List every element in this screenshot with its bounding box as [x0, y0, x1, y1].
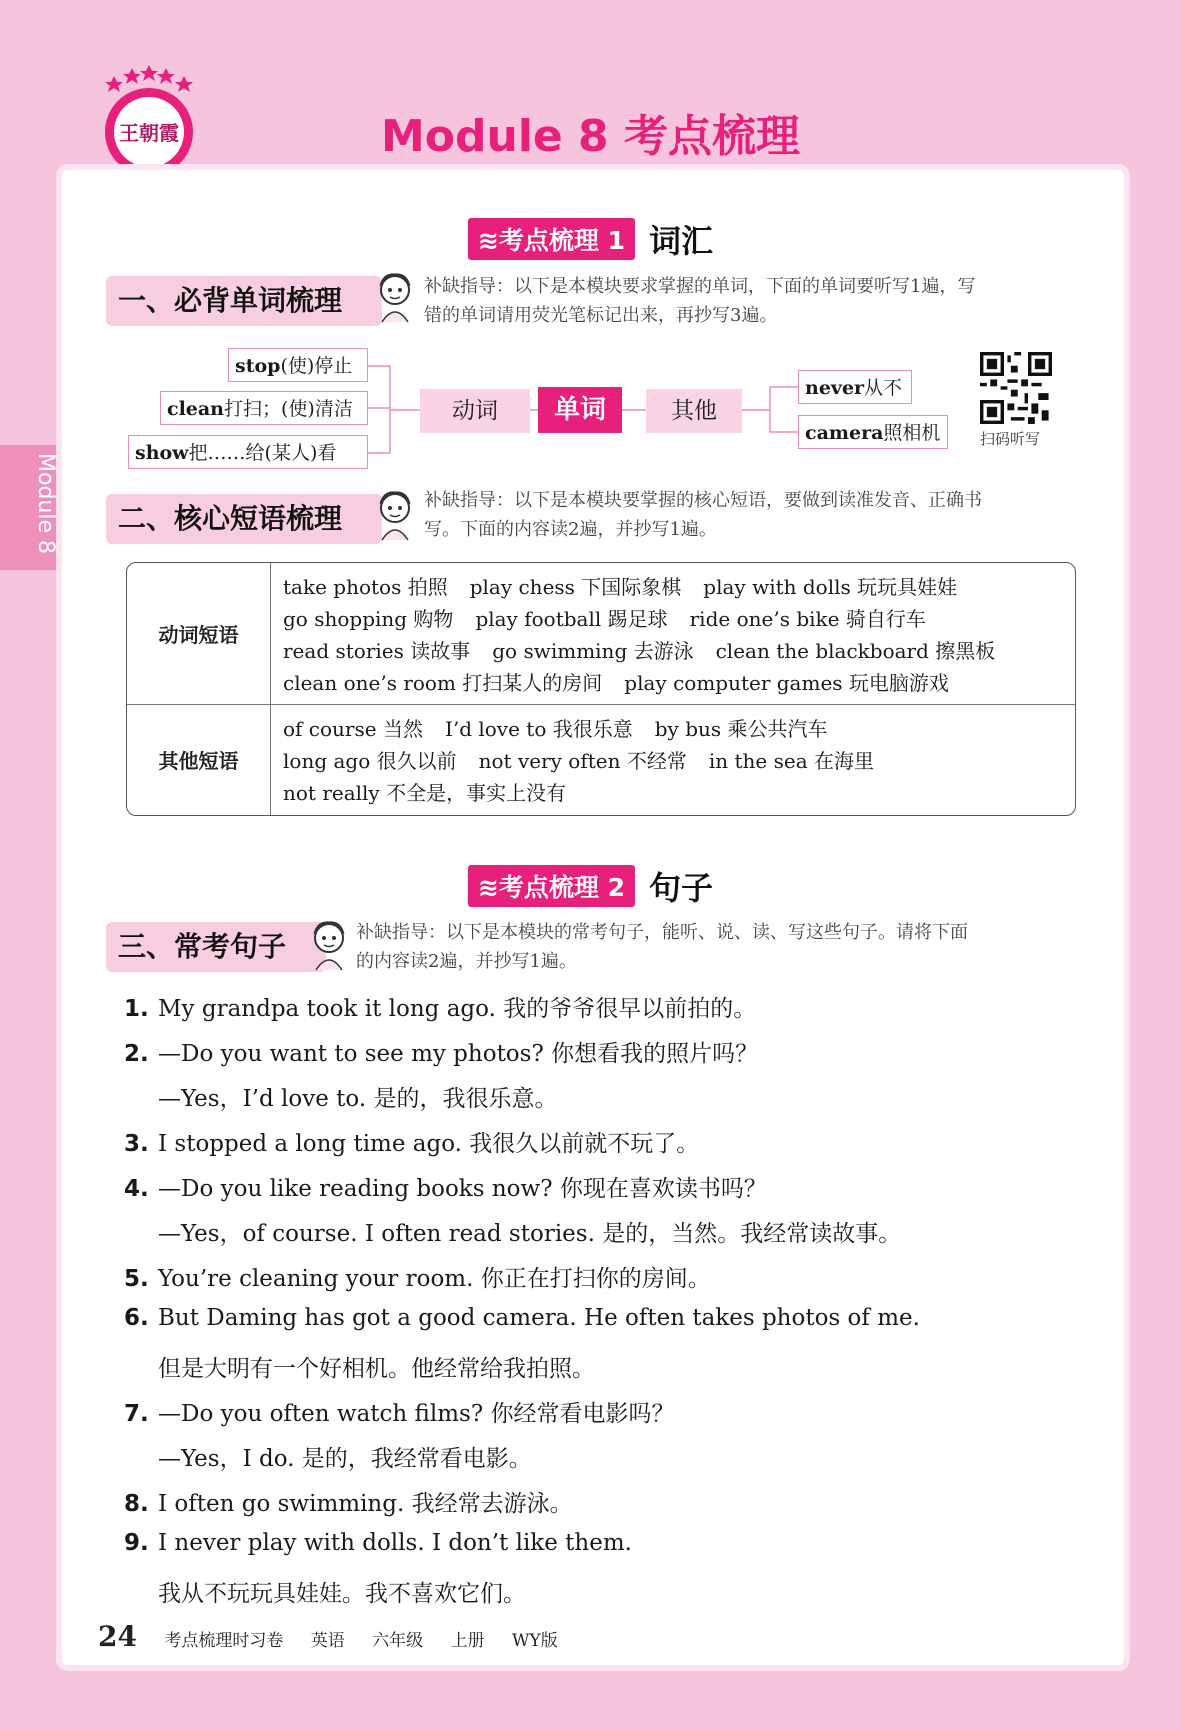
list-item: —Yes，of course. I often read stories. 是的，当然。我经常读故事。	[158, 1221, 902, 1247]
section-word: 句子	[649, 869, 714, 907]
phrase-list	[283, 571, 1017, 699]
list-item: 但是大明有一个好相机。他经常给我拍照。	[158, 1356, 595, 1382]
guidance-note	[424, 272, 975, 330]
list-item: 7. —Do you often watch films? 你经常看电影吗？	[124, 1401, 675, 1427]
qr-label: 扫码听写	[980, 430, 1041, 448]
phrase-line: take photos 拍照 play chess 下国际象棋 play with dolls 玩玩具娃娃	[283, 575, 958, 599]
table-row	[127, 563, 1075, 705]
student-icon	[372, 488, 418, 542]
page-title: Module 8 考点梳理	[380, 111, 800, 162]
category-verb: 动词	[420, 389, 530, 433]
part-heading-sentences: 三、常考句子	[106, 922, 326, 972]
word-stop: stop(使)停止	[228, 348, 368, 382]
phrase-line: of course 当然 I’d love to 我很乐意 by bus 乘公共汽车	[283, 717, 828, 741]
word-camera: camera照相机	[798, 415, 948, 449]
phrase-table	[126, 562, 1076, 816]
student-icon	[306, 918, 352, 972]
phrase-line: go shopping 购物 play football 踢足球 ride one’s bike 骑自行车	[283, 607, 926, 631]
page-footer	[98, 1620, 580, 1653]
phrase-line: long ago 很久以前 not very often 不经常 in the sea 在海里	[283, 749, 874, 773]
note-line: 补缺指导：以下是本模块要求掌握的单词，下面的单词要听写1遍，写	[424, 276, 976, 297]
part-heading-phrases: 二、核心短语梳理	[106, 494, 382, 544]
list-item: 9. I never play with dolls. I don’t like them.	[124, 1530, 632, 1556]
footer-item: WY版	[512, 1631, 558, 1651]
phrase-line: not really 不全是，事实上没有	[283, 781, 567, 805]
section-header-vocabulary	[0, 216, 1181, 260]
footer-item: 六年级	[372, 1631, 424, 1651]
section-word: 词汇	[649, 222, 714, 260]
note-line: 补缺指导：以下是本模块要掌握的核心短语，要做到读准发音、正确书	[424, 490, 982, 511]
note-line: 错的单词请用荧光笔标记出来，再抄写3遍。	[424, 305, 778, 326]
page-number: 24	[98, 1620, 137, 1653]
list-item: 4. —Do you like reading books now? 你现在喜欢读书吗？	[124, 1176, 767, 1202]
section-badge: ≋考点梳理 2	[468, 865, 635, 907]
guidance-note	[424, 486, 982, 544]
note-line: 的内容读2遍，并抄写1遍。	[356, 951, 577, 972]
note-line: 写。下面的内容读2遍，并抄写1遍。	[424, 519, 717, 540]
list-item: 我从不玩玩具娃娃。我不喜欢它们。	[158, 1581, 526, 1607]
list-item: 8. I often go swimming. 我经常去游泳。	[124, 1491, 573, 1517]
footer-item: 英语	[310, 1631, 345, 1651]
word-clean: clean打扫；(使)清洁	[160, 391, 368, 425]
list-item: 6. But Daming has got a good camera. He often takes photos of me.	[124, 1305, 920, 1331]
category-other: 其他	[646, 389, 742, 433]
footer-item: 上册	[450, 1631, 485, 1651]
table-category: 其他短语	[127, 705, 271, 815]
list-item: 3. I stopped a long time ago. 我很久以前就不玩了。	[124, 1131, 700, 1157]
side-tab-label: Module 8	[33, 453, 58, 554]
logo-text: 王朝霞	[119, 121, 179, 145]
section-header-sentences	[0, 863, 1181, 907]
phrase-line: read stories 读故事 go swimming 去游泳 clean the blackboard 擦黑板	[283, 639, 996, 663]
note-line: 补缺指导：以下是本模块的常考句子，能听、说、读、写这些句子。请将下面	[356, 922, 968, 943]
table-category: 动词短语	[127, 563, 271, 704]
list-item: 2. —Do you want to see my photos? 你想看我的照片吗？	[124, 1041, 759, 1067]
word-show: show把……给(某人)看	[128, 435, 368, 469]
list-item: —Yes，I do. 是的，我经常看电影。	[158, 1446, 532, 1472]
list-item: —Yes，I’d love to. 是的，我很乐意。	[158, 1086, 558, 1112]
student-icon	[372, 270, 418, 324]
qr-code-icon[interactable]	[980, 352, 1052, 424]
word-never: never从不	[798, 370, 912, 404]
section-badge: ≋考点梳理 1	[468, 218, 635, 260]
footer-item: 考点梳理时习卷	[164, 1631, 284, 1651]
list-item: 1. My grandpa took it long ago. 我的爷爷很早以前拍的。	[124, 996, 757, 1022]
guidance-note	[356, 918, 968, 976]
phrase-line: clean one’s room 打扫某人的房间 play computer games 玩电脑游戏	[283, 671, 949, 695]
center-word: 单词	[538, 387, 622, 433]
part-heading-words: 一、必背单词梳理	[106, 276, 382, 326]
table-row	[127, 705, 1075, 815]
phrase-list	[283, 713, 896, 809]
list-item: 5. You’re cleaning your room. 你正在打扫你的房间。	[124, 1266, 711, 1292]
